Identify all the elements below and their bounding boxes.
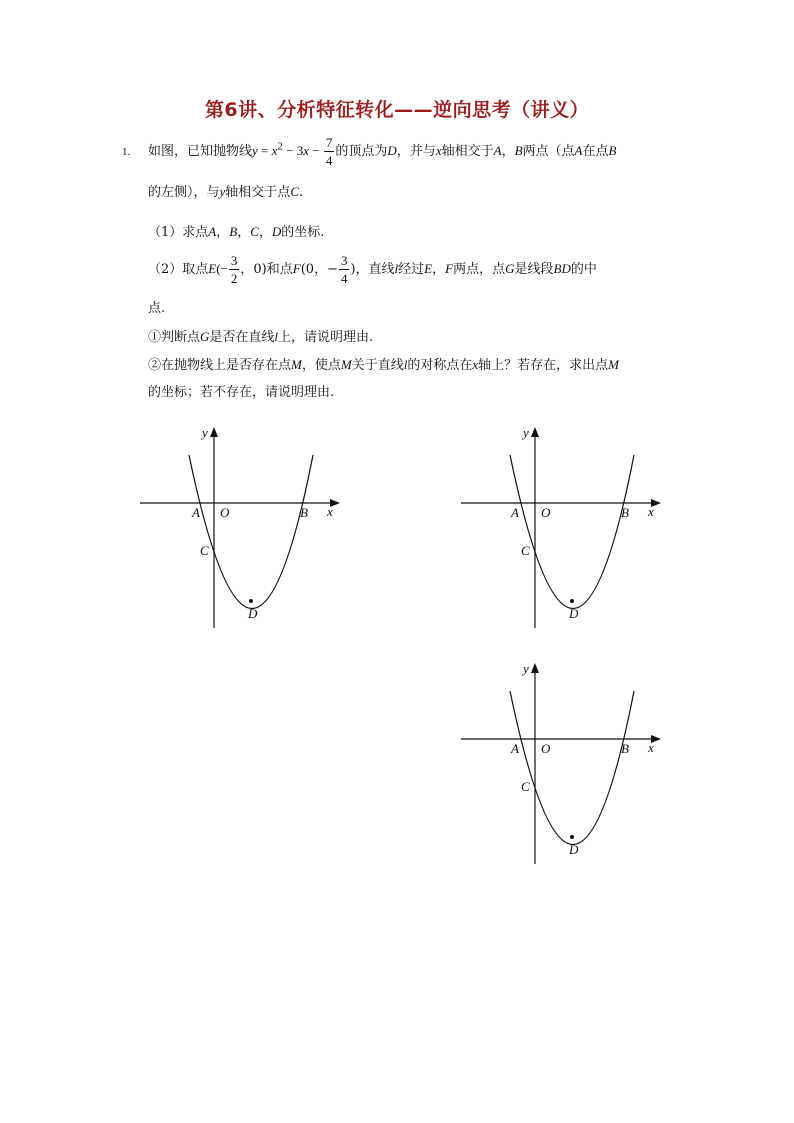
point-a-label: A [192, 505, 200, 520]
page-title: 第6讲、分析特征转化——逆向思考（讲义） [204, 99, 590, 121]
exponent: 2 [277, 140, 283, 153]
equals: = [257, 143, 272, 158]
parabola-figure-svg [461, 425, 671, 635]
point-label: B [229, 224, 238, 239]
text: )，直线 [350, 262, 395, 277]
question-sub-2-continued: 的坐标；若不存在，请说明理由. [148, 385, 335, 400]
term: − 3 [282, 143, 304, 158]
text: ，并与 [396, 144, 436, 159]
point-label: G [200, 329, 210, 344]
question-sub-2 [148, 358, 619, 372]
point-label: C [290, 184, 299, 199]
point-label: M [340, 357, 352, 372]
point-label: E [424, 261, 433, 276]
text: ，使点 [301, 358, 341, 373]
question-part-2-continued: 点. [148, 301, 166, 316]
point-label: M [608, 357, 620, 372]
text: 如图，已知抛物线 [148, 144, 253, 159]
var-x: x [303, 143, 310, 158]
question-number: 1. [122, 146, 131, 158]
parabola-figure-svg [140, 425, 350, 635]
point-label: C [250, 224, 259, 239]
question-part-1 [148, 225, 324, 239]
y-axis-label: y [202, 425, 208, 440]
parabola-figure-2 [461, 425, 671, 635]
text: (− [216, 261, 228, 276]
minus: − [309, 143, 323, 158]
point-label: M [291, 357, 302, 372]
question-line-2 [148, 185, 303, 199]
point-d-label: D [248, 606, 258, 621]
var-x: x [271, 143, 278, 158]
parabola-figure-3 [461, 661, 671, 871]
fraction-3-2 [229, 254, 240, 285]
text: ， [237, 225, 251, 240]
fraction-denominator: 4 [340, 271, 348, 286]
question-sub-1 [148, 330, 373, 344]
x-axis-label: x [648, 740, 654, 755]
text: 关于直线 [351, 358, 404, 373]
fraction-numerator: 7 [325, 135, 333, 150]
text: 两点，点 [453, 262, 506, 277]
y-axis-label: y [523, 425, 529, 440]
origin-label: O [220, 505, 230, 520]
text: 是线段 [514, 262, 554, 277]
point-b-label: B [300, 505, 308, 520]
text: （1）求点 [148, 225, 209, 240]
text: (0，− [300, 262, 338, 277]
origin-label: O [541, 505, 551, 520]
point-label: A [493, 143, 502, 158]
text: ， [216, 225, 230, 240]
fraction-3-4 [339, 254, 350, 285]
fraction-denominator: 4 [325, 153, 333, 168]
point-label: F [445, 261, 454, 276]
point-label: A [574, 143, 583, 158]
point-c-label: C [200, 543, 209, 558]
segment-label: BD [553, 261, 571, 276]
point-label: B [608, 143, 617, 158]
text: ②在抛物线上是否存在点 [148, 358, 292, 373]
fraction-numerator: 3 [340, 253, 348, 268]
text: ， [501, 144, 515, 159]
line-label: l [394, 261, 399, 276]
point-label: D [387, 143, 397, 158]
point-d-label: D [569, 606, 579, 621]
question-line-1 [148, 136, 616, 167]
text: 是否在直线 [209, 330, 275, 345]
point-c-label: C [521, 543, 530, 558]
point-label: G [505, 261, 515, 276]
text: . [298, 185, 304, 200]
text: 轴上？若存在，求出点 [478, 358, 609, 373]
origin-label: O [541, 741, 551, 756]
text: 的顶点为 [335, 144, 388, 159]
fraction-7-4 [324, 136, 335, 167]
text: 的左侧），与 [148, 185, 220, 200]
text: 的中 [570, 262, 597, 277]
text: 的对称点在 [407, 358, 473, 373]
text: ，0)和点 [240, 262, 293, 277]
x-axis-label: x [327, 504, 333, 519]
y-axis-label: y [523, 661, 529, 676]
var-y: y [219, 184, 226, 199]
point-label: D [271, 224, 282, 239]
point-a-label: A [511, 505, 519, 520]
parabola-figure-svg [461, 661, 671, 871]
text: 上，请说明理由. [278, 330, 374, 345]
line-label: l [274, 329, 279, 344]
point-d-label: D [569, 842, 579, 857]
point-label: A [208, 224, 217, 239]
point-label: F [292, 261, 301, 276]
point-label: B [514, 143, 523, 158]
text: 经过 [398, 262, 425, 277]
line-label: l [403, 357, 408, 372]
fraction-numerator: 3 [230, 253, 238, 268]
text: 在点 [582, 144, 609, 159]
text: ， [432, 262, 446, 277]
text: 轴相交于点 [225, 185, 291, 200]
text: （2）取点 [148, 262, 209, 277]
text: ， [258, 225, 272, 240]
var-y: y [252, 143, 258, 158]
fraction-denominator: 2 [230, 271, 238, 286]
point-label: E [208, 261, 217, 276]
point-a-label: A [511, 741, 519, 756]
var-x: x [472, 357, 479, 372]
point-b-label: B [621, 505, 629, 520]
text: ①判断点 [148, 330, 201, 345]
parabola-figure-1 [140, 425, 350, 635]
text: 两点（点 [522, 144, 575, 159]
x-axis-label: x [648, 504, 654, 519]
question-part-2 [148, 254, 597, 285]
text: 的坐标. [281, 225, 325, 240]
point-b-label: B [621, 741, 629, 756]
var-x: x [435, 143, 442, 158]
point-c-label: C [521, 779, 530, 794]
text: 轴相交于 [441, 144, 494, 159]
